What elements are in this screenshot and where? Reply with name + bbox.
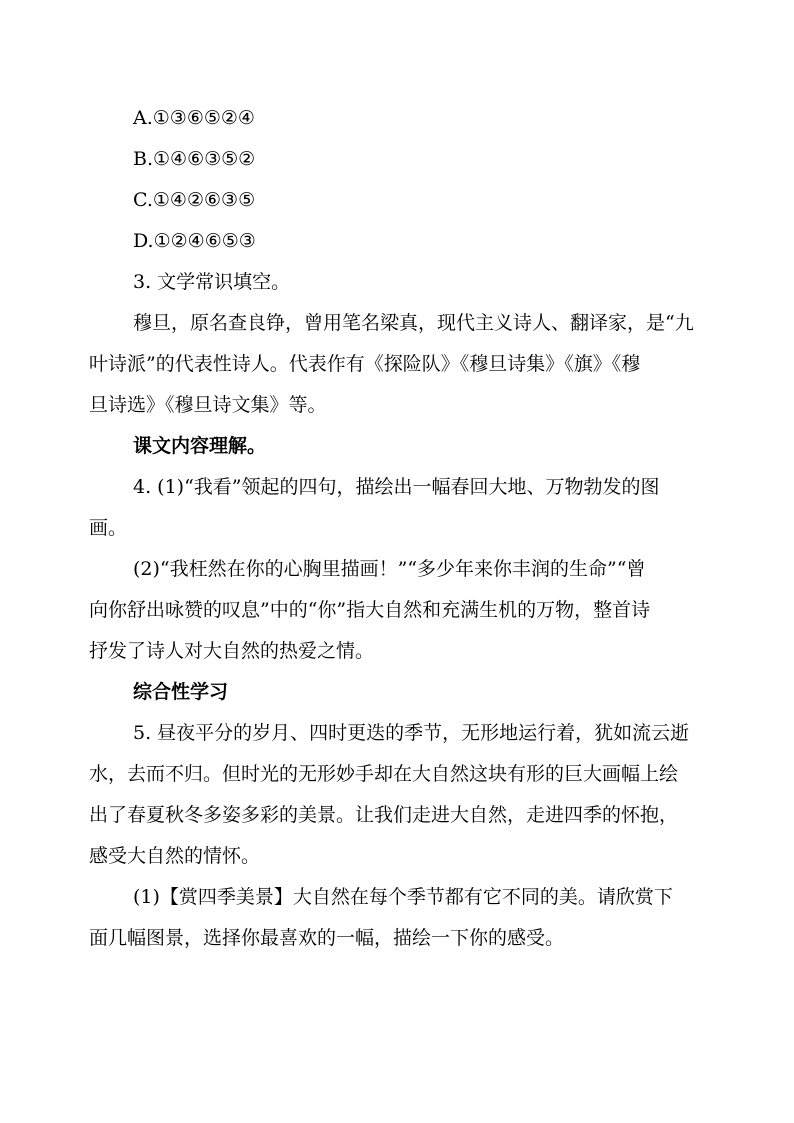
- section-title-reading: 课文内容理解。: [133, 435, 267, 457]
- question-3-heading: 3. 文学常识填空。: [133, 271, 291, 293]
- option-b: B.①④⑥③⑤②: [133, 148, 256, 170]
- question-4-part-1-line: 画。: [89, 517, 128, 539]
- question-4-part-2-line: 向你舒出咏赞的叹息”中的“你”指大自然和充满生机的万物，整首诗: [89, 599, 651, 621]
- option-a: A.①③⑥⑤②④: [133, 107, 255, 129]
- question-3-text-line: 叶诗派”的代表性诗人。代表作有《探险队》《穆旦诗集》《旗》《穆: [89, 353, 641, 375]
- question-5-text-line: 水，去而不归。但时光的无形妙手却在大自然这块有形的巨大画幅上绘: [89, 763, 679, 785]
- question-4-part-1-line: 4. (1)“我看”领起的四句，描绘出一幅春回大地、万物勃发的图: [133, 476, 660, 498]
- question-5-text-line: 感受大自然的情怀。: [89, 845, 261, 867]
- option-c: C.①④②⑥③⑤: [133, 189, 256, 211]
- question-4-part-2-line: (2)“我枉然在你的心胸里描画！”“多少年来你丰润的生命”“曾: [133, 558, 646, 580]
- option-d: D.①②④⑥⑤③: [133, 230, 256, 252]
- question-5-sub-1-line: (1)【赏四季美景】大自然在每个季节都有它不同的美。请欣赏下: [133, 886, 673, 908]
- question-4-part-2-line: 抒发了诗人对大自然的热爱之情。: [89, 640, 375, 662]
- question-5-text-line: 出了春夏秋冬多姿多彩的美景。让我们走进大自然，走进四季的怀抱，: [89, 804, 679, 826]
- question-5-sub-1-line: 面几幅图景，选择你最喜欢的一幅，描绘一下你的感受。: [89, 927, 565, 949]
- question-5-text-line: 5. 昼夜平分的岁月、四时更迭的季节，无形地运行着，犹如流云逝: [133, 722, 690, 744]
- section-title-comprehensive: 综合性学习: [133, 681, 229, 703]
- question-3-text-line: 旦诗选》《穆旦诗文集》等。: [89, 394, 327, 416]
- question-3-text-line: 穆旦，原名查良铮，曾用笔名梁真，现代主义诗人、翻译家，是“九: [133, 312, 694, 334]
